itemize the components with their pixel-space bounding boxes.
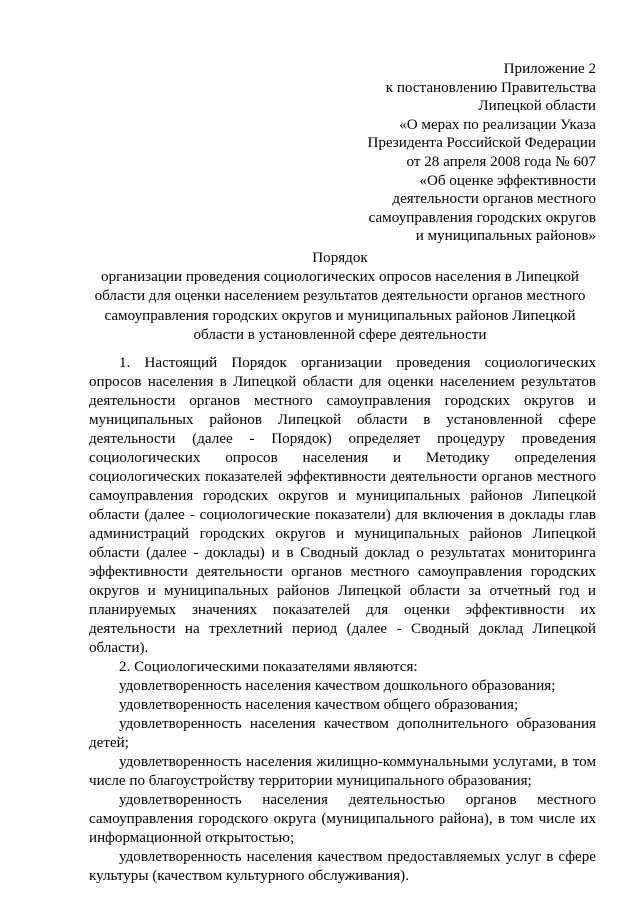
list-item: удовлетворенность населения качеством дошкольного образования; (119, 678, 556, 694)
list-item: удовлетворенность населения качеством предоставляемых услуг в сфере культуры (качеством культурного обслуживания). (89, 849, 596, 884)
paragraph-1: 1. Настоящий Порядок организации проведения социологических опросов населения в Липецкой области для оценки населением результатов деятельности органов местного самоуправления городских округов и муниципальных районов Липецкой области в установленной сфере деятельности (далее - Порядок) определяет процедуру проведения социологических опросов населения и Методику определения социологических показателей эффективности деятельности органов местного самоуправления городских округов и муниципальных районов Липецкой области (далее - социологические показатели) для включения в доклады глав администраций городских округов и муниципальных районов Липецкой области (далее - доклады) и в Сводный доклад о результатах мониторинга эффективности деятельности органов местного самоуправления городских округов и муниципальных районов Липецкой области за отчетный год и планируемых значениях показателей для оценки эффективности их деятельности на трехлетний период (далее - Сводный доклад Липецкой области). (89, 355, 596, 656)
title-heading: Порядок (312, 250, 368, 266)
attachment-line: «О мерах по реализации Указа (399, 116, 596, 133)
list-item: удовлетворенность населения качеством общего образования; (119, 697, 519, 713)
attachment-line: и муниципальных районов» (415, 228, 596, 245)
title-line: области в установленной сфере деятельности (193, 326, 487, 343)
title-line: области для оценки населением результатов деятельности органов местного (94, 288, 586, 305)
attachment-header (330, 60, 596, 246)
document-body (89, 354, 596, 886)
attachment-line: от 28 апреля 2008 года № 607 (406, 153, 596, 170)
title-line: организации проведения социологических опросов населения в Липецкой (101, 269, 579, 286)
attachment-line: к постановлению Правительства (385, 79, 596, 96)
document-title (80, 249, 600, 345)
attachment-line: «Об оценке эффективности (419, 172, 596, 189)
list-item: удовлетворенность населения жилищно-коммунальными услугами, в том числе по благоустройству территории муниципального образования; (89, 754, 596, 789)
attachment-line: Президента Российской Федерации (367, 135, 596, 152)
attachment-line: самоуправления городских округов (368, 209, 596, 226)
attachment-line: Приложение 2 (503, 61, 596, 77)
title-line: самоуправления городских округов и муниципальных районов Липецкой (104, 307, 576, 324)
list-item: удовлетворенность населения качеством дополнительного образования детей; (89, 716, 596, 751)
list-item: удовлетворенность населения деятельностью органов местного самоуправления городского округа (муниципального района), в том числе их информационной открытостью; (89, 792, 596, 846)
attachment-line: Липецкой области (478, 98, 596, 115)
attachment-line: деятельности органов местного (392, 191, 596, 208)
paragraph-2: 2. Социологическими показателями являются: (119, 659, 418, 675)
